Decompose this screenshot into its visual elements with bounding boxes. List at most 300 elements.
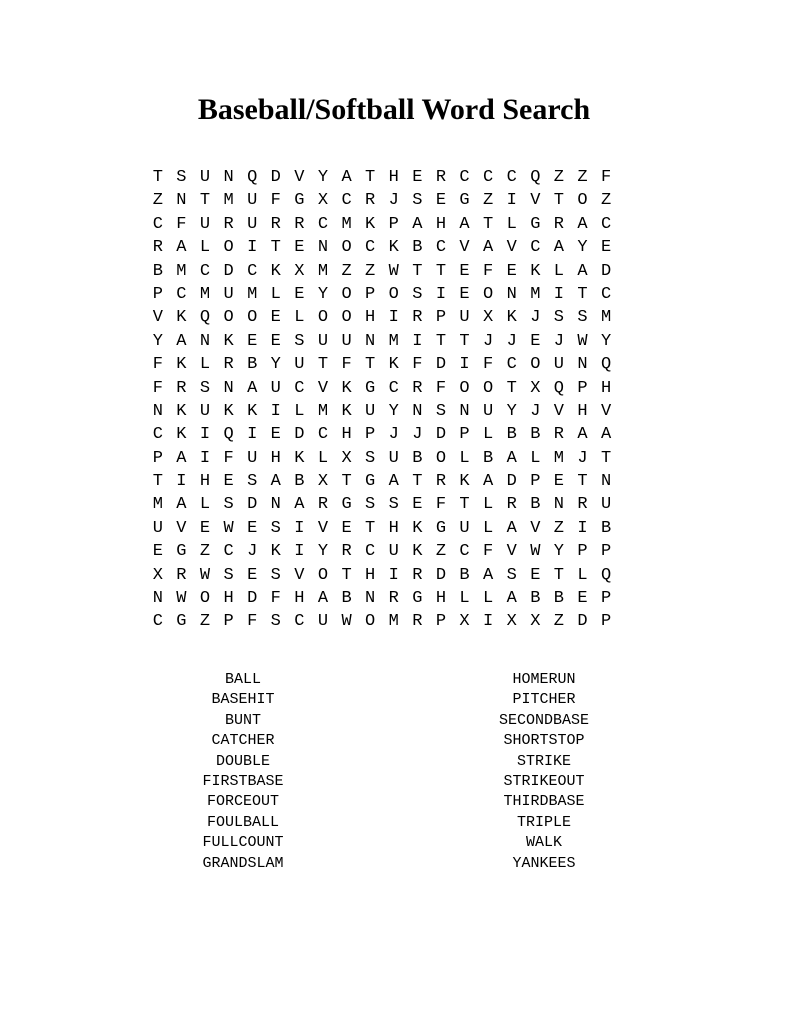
grid-letter: F — [412, 355, 423, 375]
grid-letter: Y — [577, 238, 588, 258]
grid-letter: L — [199, 238, 211, 258]
grid-letter: A — [176, 448, 187, 468]
grid-letter: F — [152, 378, 163, 398]
grid-letter: D — [435, 425, 447, 445]
grid-letter: E — [270, 425, 281, 445]
grid-letter: O — [223, 238, 234, 258]
grid-letter: L — [294, 308, 305, 328]
grid-letter: R — [223, 214, 234, 234]
grid-letter: F — [341, 355, 352, 375]
grid-letter: D — [506, 472, 517, 492]
grid-letter: C — [341, 191, 352, 211]
grid-letter: F — [600, 168, 612, 187]
grid-letter: Z — [199, 542, 211, 562]
grid-letter: S — [294, 331, 305, 351]
grid-letter: Q — [600, 355, 612, 375]
grid-letter: R — [435, 472, 447, 492]
grid-letter: L — [459, 448, 470, 468]
word-list-item: FOULBALL — [206, 813, 279, 831]
grid-letter: E — [435, 191, 447, 211]
grid-letter: F — [483, 542, 494, 562]
grid-letter: A — [577, 425, 588, 445]
grid-letter: O — [483, 378, 494, 398]
grid-letter: H — [341, 425, 352, 445]
grid-row — [146, 610, 618, 633]
grid-letter: I — [247, 425, 258, 445]
grid-letter: T — [506, 378, 517, 398]
grid-letter: B — [294, 472, 305, 492]
grid-letter: P — [152, 284, 163, 304]
grid-letter: U — [270, 378, 281, 398]
grid-letter: Y — [553, 542, 564, 562]
grid-letter: S — [223, 565, 234, 585]
grid-letter: E — [247, 565, 258, 585]
grid-letter: E — [247, 518, 258, 538]
grid-letter: A — [483, 565, 494, 585]
grid-letter: F — [152, 355, 163, 375]
grid-letter: B — [483, 448, 494, 468]
word-list-item: TRIPLE — [516, 813, 571, 831]
grid-letter: A — [388, 472, 399, 492]
grid-letter: V — [317, 378, 329, 398]
grid-letter: P — [152, 448, 163, 468]
grid-letter: I — [388, 565, 399, 585]
grid-letter: H — [223, 589, 234, 609]
grid-letter: M — [341, 214, 352, 234]
grid-letter: F — [483, 355, 494, 375]
grid-letter: I — [459, 355, 470, 375]
grid-letter: U — [459, 308, 470, 328]
grid-letter: H — [388, 168, 399, 187]
grid-letter: G — [459, 191, 470, 211]
grid-letter: F — [247, 612, 258, 632]
grid-letter: J — [388, 425, 399, 445]
grid-letter: A — [577, 214, 588, 234]
grid-letter: U — [365, 401, 376, 421]
grid-letter: H — [388, 518, 399, 538]
grid-letter: N — [176, 191, 187, 211]
word-list-item: WALK — [525, 834, 562, 852]
grid-letter: P — [388, 214, 399, 234]
grid-letter: E — [412, 495, 423, 515]
grid-letter: H — [435, 214, 447, 234]
grid-letter: T — [341, 565, 352, 585]
grid-letter: R — [152, 238, 163, 258]
grid-letter: L — [483, 589, 494, 609]
grid-letter: Y — [600, 331, 612, 351]
grid-letter: K — [412, 542, 423, 562]
grid-letter: T — [152, 168, 163, 187]
word-list-item: BUNT — [224, 711, 261, 729]
grid-letter: E — [341, 518, 352, 538]
grid-letter: N — [506, 284, 517, 304]
grid-letter: U — [247, 191, 258, 211]
grid-letter: N — [600, 472, 612, 492]
grid-letter: R — [388, 589, 399, 609]
grid-letter: J — [506, 331, 517, 351]
grid-letter: L — [577, 565, 588, 585]
grid-row — [146, 260, 618, 283]
word-list-item: CATCHER — [211, 732, 275, 750]
grid-row — [146, 330, 618, 353]
grid-letter: D — [294, 425, 305, 445]
grid-letter: B — [247, 355, 258, 375]
grid-letter: Z — [365, 261, 376, 281]
grid-letter: R — [223, 355, 234, 375]
grid-letter: R — [435, 168, 447, 187]
grid-letter: A — [412, 214, 423, 234]
grid-letter: J — [553, 331, 564, 351]
grid-letter: V — [459, 238, 470, 258]
grid-letter: R — [317, 495, 329, 515]
grid-letter: R — [365, 191, 376, 211]
grid-letter: X — [506, 612, 517, 632]
grid-letter: M — [388, 612, 399, 632]
grid-letter: E — [600, 238, 612, 258]
grid-letter: Z — [577, 168, 588, 187]
grid-row — [146, 470, 618, 493]
grid-letter: L — [294, 401, 305, 421]
grid-letter: H — [294, 589, 305, 609]
grid-letter: C — [459, 168, 470, 187]
grid-letter: P — [600, 612, 612, 632]
grid-letter: I — [199, 425, 211, 445]
grid-letter: P — [435, 308, 447, 328]
grid-letter: P — [365, 425, 376, 445]
grid-letter: G — [412, 589, 423, 609]
grid-letter: Z — [152, 191, 163, 211]
grid-letter: D — [223, 261, 234, 281]
grid-letter: X — [530, 378, 541, 398]
grid-letter: A — [176, 331, 187, 351]
grid-letter: E — [294, 238, 305, 258]
grid-letter: J — [530, 401, 541, 421]
grid-letter: O — [341, 308, 352, 328]
grid-letter: D — [247, 495, 258, 515]
grid-letter: T — [600, 448, 612, 468]
grid-letter: N — [459, 401, 470, 421]
grid-letter: U — [388, 448, 399, 468]
grid-letter: K — [506, 308, 517, 328]
grid-letter: A — [176, 238, 187, 258]
letter-grid — [146, 166, 618, 634]
grid-letter: A — [341, 168, 352, 187]
grid-letter: S — [223, 495, 234, 515]
grid-row — [146, 447, 618, 470]
grid-letter: B — [553, 589, 564, 609]
grid-letter: U — [459, 518, 470, 538]
grid-letter: X — [317, 191, 329, 211]
grid-letter: X — [530, 612, 541, 632]
grid-letter: V — [553, 401, 564, 421]
grid-letter: E — [577, 589, 588, 609]
grid-letter: S — [577, 308, 588, 328]
grid-letter: S — [270, 518, 281, 538]
grid-letter: J — [247, 542, 258, 562]
grid-row — [146, 377, 618, 400]
word-list-item: FORCEOUT — [206, 793, 279, 811]
grid-row — [146, 353, 618, 376]
grid-letter: I — [199, 448, 211, 468]
grid-letter: C — [152, 612, 163, 632]
grid-letter: T — [412, 472, 423, 492]
grid-letter: E — [530, 565, 541, 585]
word-list-item: STRIKE — [516, 752, 571, 770]
grid-letter: M — [176, 261, 187, 281]
grid-letter: H — [365, 565, 376, 585]
grid-letter: C — [459, 542, 470, 562]
grid-letter: O — [199, 589, 211, 609]
grid-letter: O — [530, 355, 541, 375]
grid-letter: V — [530, 191, 541, 211]
grid-letter: B — [459, 565, 470, 585]
grid-letter: A — [553, 238, 564, 258]
grid-letter: K — [176, 425, 187, 445]
grid-letter: C — [317, 214, 329, 234]
grid-letter: A — [483, 238, 494, 258]
word-list-item: PITCHER — [512, 691, 576, 709]
grid-letter: D — [577, 612, 588, 632]
grid-letter: F — [435, 495, 447, 515]
grid-letter: D — [247, 589, 258, 609]
grid-letter: U — [152, 518, 163, 538]
grid-letter: L — [553, 261, 564, 281]
grid-letter: O — [223, 308, 234, 328]
grid-letter: F — [270, 589, 281, 609]
grid-letter: B — [341, 589, 352, 609]
grid-letter: U — [247, 448, 258, 468]
grid-letter: Q — [223, 425, 234, 445]
grid-letter: A — [506, 589, 517, 609]
grid-letter: W — [223, 518, 234, 538]
grid-letter: Q — [553, 378, 564, 398]
grid-letter: B — [152, 261, 163, 281]
grid-letter: N — [412, 401, 423, 421]
grid-letter: A — [317, 589, 329, 609]
grid-letter: W — [341, 612, 352, 632]
grid-letter: H — [199, 472, 211, 492]
grid-letter: A — [176, 495, 187, 515]
grid-letter: R — [270, 214, 281, 234]
grid-letter: S — [365, 495, 376, 515]
grid-letter: H — [365, 308, 376, 328]
grid-letter: K — [270, 261, 281, 281]
word-list-item: GRANDSLAM — [202, 854, 284, 872]
grid-letter: W — [577, 331, 588, 351]
grid-letter: L — [530, 448, 541, 468]
grid-letter: N — [553, 495, 564, 515]
grid-letter: C — [247, 261, 258, 281]
grid-letter: T — [577, 284, 588, 304]
grid-letter: Z — [553, 612, 564, 632]
grid-letter: E — [270, 331, 281, 351]
grid-letter: R — [412, 612, 423, 632]
grid-row — [146, 564, 618, 587]
grid-letter: O — [459, 378, 470, 398]
grid-letter: A — [506, 518, 517, 538]
grid-letter: T — [152, 472, 163, 492]
grid-letter: T — [365, 168, 376, 187]
grid-letter: N — [152, 589, 163, 609]
grid-letter: X — [317, 472, 329, 492]
grid-letter: W — [199, 565, 211, 585]
grid-letter: E — [270, 308, 281, 328]
grid-letter: N — [577, 355, 588, 375]
grid-letter: Z — [435, 542, 447, 562]
word-list-item: FIRSTBASE — [202, 772, 284, 790]
grid-letter: T — [412, 261, 423, 281]
grid-letter: R — [176, 378, 187, 398]
grid-letter: T — [459, 331, 470, 351]
grid-letter: K — [388, 238, 399, 258]
grid-letter: S — [435, 401, 447, 421]
grid-letter: K — [247, 401, 258, 421]
grid-letter: H — [600, 378, 612, 398]
grid-letter: T — [199, 191, 211, 211]
grid-letter: C — [199, 261, 211, 281]
grid-letter: U — [223, 284, 234, 304]
grid-letter: L — [483, 495, 494, 515]
grid-letter: S — [199, 378, 211, 398]
grid-letter: J — [530, 308, 541, 328]
grid-letter: K — [459, 472, 470, 492]
grid-letter: O — [435, 448, 447, 468]
grid-letter: C — [294, 612, 305, 632]
grid-letter: B — [530, 589, 541, 609]
grid-letter: U — [199, 401, 211, 421]
grid-letter: T — [270, 238, 281, 258]
grid-letter: T — [577, 472, 588, 492]
grid-letter: Z — [483, 191, 494, 211]
grid-letter: G — [530, 214, 541, 234]
grid-row — [146, 540, 618, 563]
grid-letter: B — [412, 448, 423, 468]
grid-letter: O — [247, 308, 258, 328]
grid-letter: C — [176, 284, 187, 304]
grid-letter: V — [506, 238, 517, 258]
grid-letter: C — [506, 168, 517, 187]
grid-letter: A — [483, 472, 494, 492]
grid-letter: Y — [317, 542, 329, 562]
grid-letter: H — [270, 448, 281, 468]
grid-letter: F — [176, 214, 187, 234]
grid-letter: B — [412, 238, 423, 258]
grid-row — [146, 306, 618, 329]
grid-letter: C — [152, 425, 163, 445]
grid-letter: A — [294, 495, 305, 515]
grid-letter: W — [530, 542, 541, 562]
grid-letter: T — [365, 518, 376, 538]
grid-letter: Y — [388, 401, 399, 421]
grid-letter: M — [600, 308, 612, 328]
grid-letter: P — [223, 612, 234, 632]
grid-letter: M — [317, 261, 329, 281]
word-list-item: STRIKEOUT — [503, 772, 585, 790]
grid-letter: J — [483, 331, 494, 351]
grid-letter: J — [388, 191, 399, 211]
grid-letter: T — [553, 191, 564, 211]
grid-letter: E — [152, 542, 163, 562]
grid-letter: Q — [600, 565, 612, 585]
grid-letter: H — [577, 401, 588, 421]
grid-letter: X — [294, 261, 305, 281]
grid-letter: Z — [553, 518, 564, 538]
grid-row — [146, 423, 618, 446]
grid-row — [146, 213, 618, 236]
grid-letter: O — [388, 284, 399, 304]
grid-letter: W — [388, 261, 399, 281]
grid-letter: R — [553, 425, 564, 445]
grid-letter: N — [317, 238, 329, 258]
grid-letter: R — [412, 308, 423, 328]
grid-letter: P — [577, 378, 588, 398]
grid-letter: M — [553, 448, 564, 468]
grid-letter: R — [341, 542, 352, 562]
grid-letter: Y — [506, 401, 517, 421]
grid-letter: S — [412, 191, 423, 211]
grid-letter: G — [365, 378, 376, 398]
grid-letter: O — [483, 284, 494, 304]
grid-letter: A — [270, 472, 281, 492]
grid-letter: A — [600, 425, 612, 445]
grid-letter: O — [317, 308, 329, 328]
grid-letter: T — [483, 214, 494, 234]
grid-letter: I — [435, 284, 447, 304]
grid-letter: Z — [199, 612, 211, 632]
grid-letter: X — [483, 308, 494, 328]
grid-letter: F — [270, 191, 281, 211]
grid-letter: D — [270, 168, 281, 187]
grid-letter: U — [247, 214, 258, 234]
grid-letter: I — [412, 331, 423, 351]
grid-letter: K — [223, 331, 234, 351]
grid-letter: Q — [199, 308, 211, 328]
grid-letter: O — [341, 284, 352, 304]
grid-letter: C — [388, 378, 399, 398]
grid-letter: U — [483, 401, 494, 421]
grid-letter: A — [459, 214, 470, 234]
grid-letter: L — [199, 495, 211, 515]
word-list-item: BALL — [224, 671, 261, 688]
grid-letter: S — [270, 565, 281, 585]
grid-letter: K — [412, 518, 423, 538]
grid-letter: S — [553, 308, 564, 328]
grid-letter: U — [294, 355, 305, 375]
grid-letter: N — [223, 378, 234, 398]
grid-letter: R — [294, 214, 305, 234]
grid-row — [146, 283, 618, 306]
grid-letter: V — [317, 518, 329, 538]
grid-letter: Z — [553, 168, 564, 187]
grid-letter: U — [600, 495, 612, 515]
grid-letter: D — [435, 355, 447, 375]
grid-letter: V — [176, 518, 187, 538]
grid-letter: S — [412, 284, 423, 304]
grid-letter: B — [530, 495, 541, 515]
word-list-item: SHORTSTOP — [503, 732, 585, 750]
grid-letter: C — [600, 214, 612, 234]
grid-letter: I — [577, 518, 588, 538]
grid-letter: O — [341, 238, 352, 258]
grid-letter: W — [176, 589, 187, 609]
grid-letter: U — [341, 331, 352, 351]
grid-letter: T — [317, 355, 329, 375]
grid-letter: F — [435, 378, 447, 398]
grid-letter: I — [176, 472, 187, 492]
grid-letter: K — [530, 261, 541, 281]
grid-letter: P — [577, 542, 588, 562]
grid-letter: E — [199, 518, 211, 538]
